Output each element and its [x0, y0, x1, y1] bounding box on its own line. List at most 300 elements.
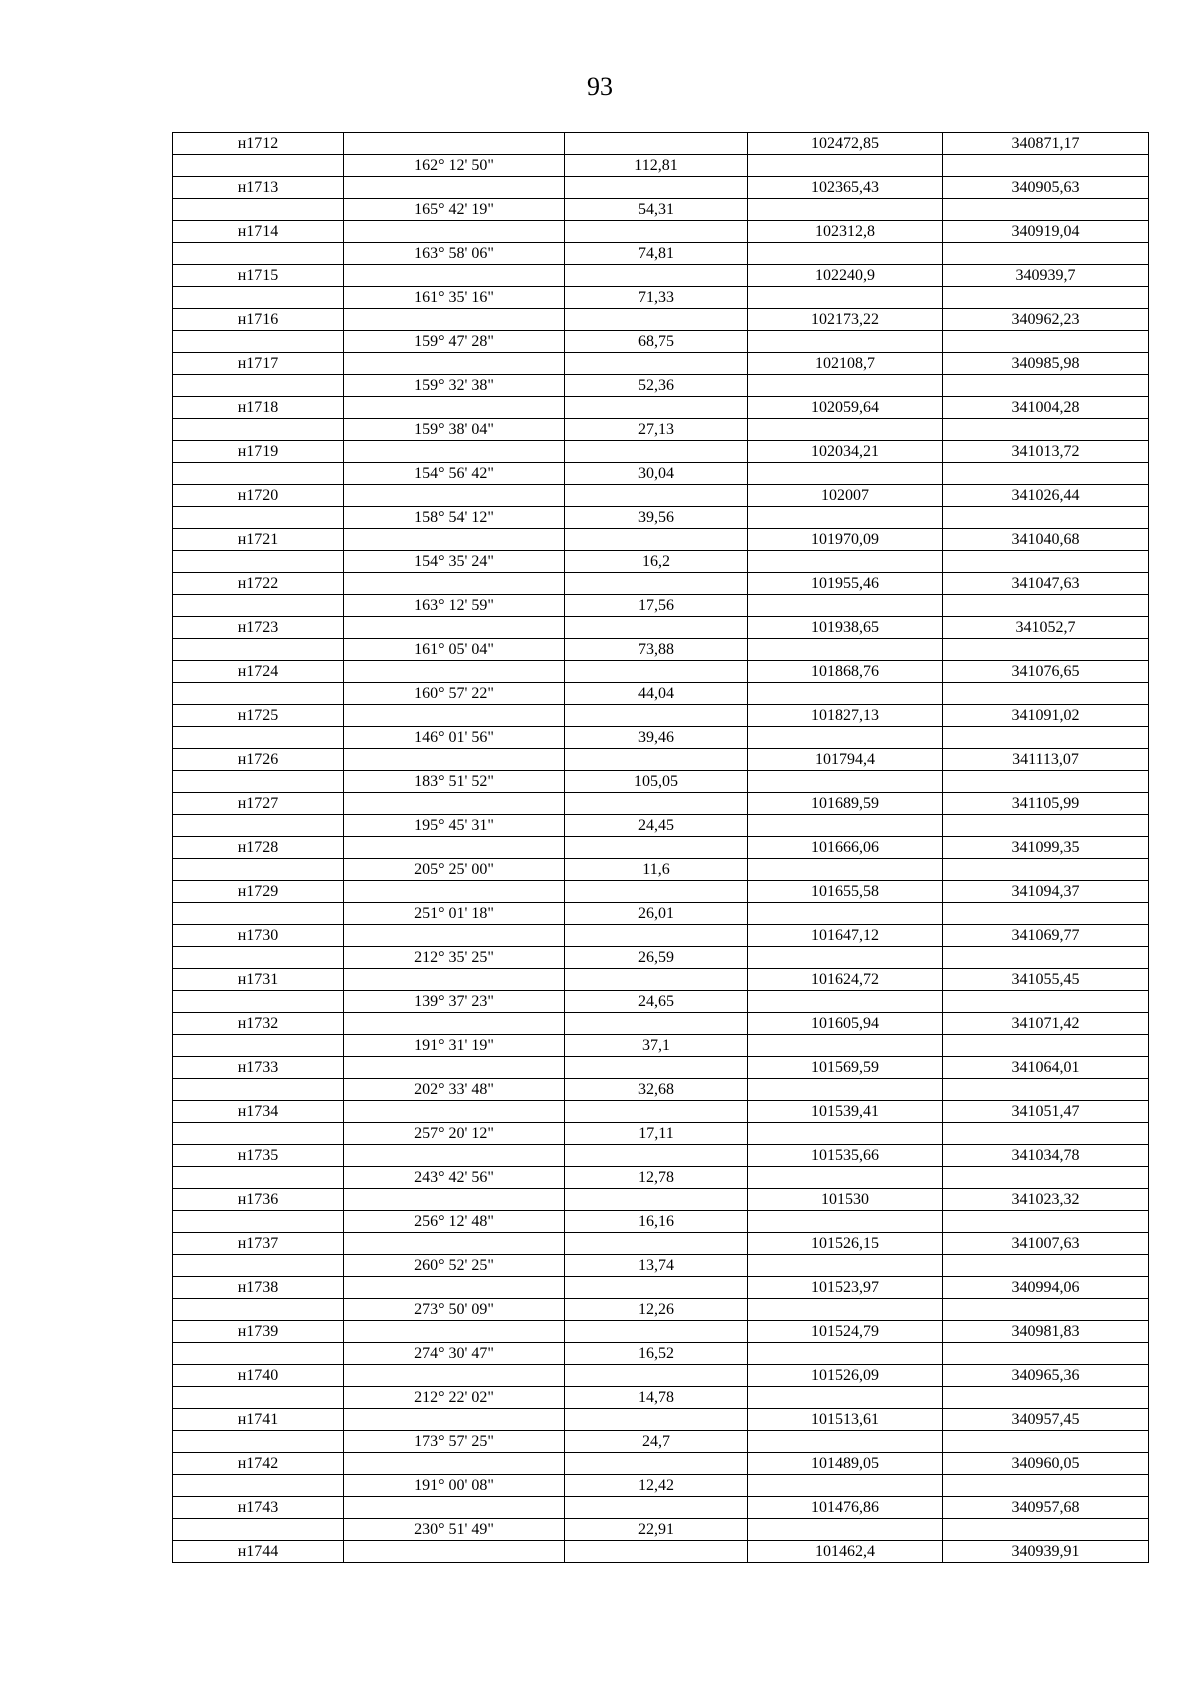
point-cell: [173, 1387, 344, 1409]
length-cell: 71,33: [565, 287, 748, 309]
point-cell: н1723: [173, 617, 344, 639]
point-cell: н1744: [173, 1541, 344, 1563]
point-cell: н1727: [173, 793, 344, 815]
length-cell: [565, 353, 748, 375]
point-cell: н1739: [173, 1321, 344, 1343]
length-cell: 24,45: [565, 815, 748, 837]
table-row: [173, 991, 1149, 1013]
y-coordinate-cell: [943, 1299, 1149, 1321]
y-coordinate-cell: [943, 947, 1149, 969]
y-coordinate-cell: [943, 155, 1149, 177]
y-coordinate-cell: [943, 859, 1149, 881]
direction-angle-cell: [344, 177, 565, 199]
point-cell: [173, 155, 344, 177]
x-coordinate-cell: [748, 1167, 943, 1189]
length-cell: [565, 1013, 748, 1035]
direction-angle-cell: 191° 00' 08": [344, 1475, 565, 1497]
x-coordinate-cell: 102312,8: [748, 221, 943, 243]
y-coordinate-cell: [943, 727, 1149, 749]
point-cell: [173, 727, 344, 749]
point-cell: [173, 903, 344, 925]
direction-angle-cell: 160° 57' 22": [344, 683, 565, 705]
direction-angle-cell: [344, 1101, 565, 1123]
direction-angle-cell: 161° 35' 16": [344, 287, 565, 309]
y-coordinate-cell: 341113,07: [943, 749, 1149, 771]
length-cell: 12,26: [565, 1299, 748, 1321]
x-coordinate-cell: 101868,76: [748, 661, 943, 683]
table-row: [173, 815, 1149, 837]
point-cell: [173, 199, 344, 221]
y-coordinate-cell: 340962,23: [943, 309, 1149, 331]
y-coordinate-cell: [943, 419, 1149, 441]
direction-angle-cell: 212° 35' 25": [344, 947, 565, 969]
x-coordinate-cell: [748, 463, 943, 485]
x-coordinate-cell: 102365,43: [748, 177, 943, 199]
y-coordinate-cell: [943, 991, 1149, 1013]
y-coordinate-cell: [943, 507, 1149, 529]
point-cell: н1719: [173, 441, 344, 463]
direction-angle-cell: [344, 265, 565, 287]
table-row: [173, 551, 1149, 573]
length-cell: [565, 617, 748, 639]
direction-angle-cell: [344, 881, 565, 903]
x-coordinate-cell: 101605,94: [748, 1013, 943, 1035]
y-coordinate-cell: [943, 1343, 1149, 1365]
y-coordinate-cell: [943, 287, 1149, 309]
direction-angle-cell: 161° 05' 04": [344, 639, 565, 661]
x-coordinate-cell: [748, 991, 943, 1013]
direction-angle-cell: [344, 1189, 565, 1211]
x-coordinate-cell: 101970,09: [748, 529, 943, 551]
table-row: [173, 1409, 1149, 1431]
direction-angle-cell: 159° 32' 38": [344, 375, 565, 397]
point-cell: [173, 683, 344, 705]
point-cell: [173, 1431, 344, 1453]
point-cell: [173, 1299, 344, 1321]
point-cell: [173, 463, 344, 485]
x-coordinate-cell: [748, 419, 943, 441]
point-cell: н1731: [173, 969, 344, 991]
table-row: [173, 573, 1149, 595]
y-coordinate-cell: 340939,91: [943, 1541, 1149, 1563]
x-coordinate-cell: 101689,59: [748, 793, 943, 815]
length-cell: [565, 573, 748, 595]
x-coordinate-cell: 102007: [748, 485, 943, 507]
direction-angle-cell: 243° 42' 56": [344, 1167, 565, 1189]
y-coordinate-cell: 340919,04: [943, 221, 1149, 243]
length-cell: [565, 1277, 748, 1299]
y-coordinate-cell: [943, 1387, 1149, 1409]
x-coordinate-cell: 101489,05: [748, 1453, 943, 1475]
x-coordinate-cell: 101526,09: [748, 1365, 943, 1387]
length-cell: [565, 1365, 748, 1387]
x-coordinate-cell: [748, 859, 943, 881]
length-cell: [565, 221, 748, 243]
table-row: [173, 1365, 1149, 1387]
table-row: [173, 595, 1149, 617]
point-cell: [173, 1343, 344, 1365]
point-cell: н1730: [173, 925, 344, 947]
table-row: [173, 859, 1149, 881]
table-row: [173, 1519, 1149, 1541]
table-row: [173, 749, 1149, 771]
x-coordinate-cell: 101513,61: [748, 1409, 943, 1431]
y-coordinate-cell: 341071,42: [943, 1013, 1149, 1035]
x-coordinate-cell: [748, 683, 943, 705]
x-coordinate-cell: [748, 155, 943, 177]
table-row: [173, 199, 1149, 221]
y-coordinate-cell: 341052,7: [943, 617, 1149, 639]
x-coordinate-cell: [748, 1123, 943, 1145]
x-coordinate-cell: [748, 551, 943, 573]
x-coordinate-cell: [748, 1035, 943, 1057]
direction-angle-cell: [344, 1497, 565, 1519]
x-coordinate-cell: 101666,06: [748, 837, 943, 859]
table-row: [173, 155, 1149, 177]
direction-angle-cell: [344, 705, 565, 727]
point-cell: н1714: [173, 221, 344, 243]
table-row: [173, 1211, 1149, 1233]
point-cell: н1733: [173, 1057, 344, 1079]
y-coordinate-cell: 340985,98: [943, 353, 1149, 375]
direction-angle-cell: 256° 12' 48": [344, 1211, 565, 1233]
y-coordinate-cell: 340965,36: [943, 1365, 1149, 1387]
length-cell: [565, 441, 748, 463]
length-cell: 11,6: [565, 859, 748, 881]
point-cell: н1735: [173, 1145, 344, 1167]
x-coordinate-cell: 101647,12: [748, 925, 943, 947]
x-coordinate-cell: 102173,22: [748, 309, 943, 331]
direction-angle-cell: [344, 793, 565, 815]
point-cell: [173, 991, 344, 1013]
length-cell: [565, 881, 748, 903]
length-cell: [565, 837, 748, 859]
x-coordinate-cell: [748, 287, 943, 309]
length-cell: [565, 177, 748, 199]
y-coordinate-cell: [943, 1167, 1149, 1189]
table-row: [173, 1057, 1149, 1079]
length-cell: 12,42: [565, 1475, 748, 1497]
y-coordinate-cell: 341099,35: [943, 837, 1149, 859]
direction-angle-cell: [344, 133, 565, 155]
table-row: [173, 947, 1149, 969]
point-cell: н1720: [173, 485, 344, 507]
table-row: [173, 969, 1149, 991]
table-row: [173, 463, 1149, 485]
y-coordinate-cell: 340957,45: [943, 1409, 1149, 1431]
y-coordinate-cell: 341076,65: [943, 661, 1149, 683]
length-cell: 14,78: [565, 1387, 748, 1409]
length-cell: 17,11: [565, 1123, 748, 1145]
length-cell: [565, 1453, 748, 1475]
point-cell: н1712: [173, 133, 344, 155]
length-cell: 74,81: [565, 243, 748, 265]
table-row: [173, 441, 1149, 463]
direction-angle-cell: [344, 661, 565, 683]
direction-angle-cell: [344, 1453, 565, 1475]
length-cell: [565, 705, 748, 727]
length-cell: [565, 969, 748, 991]
y-coordinate-cell: 341034,78: [943, 1145, 1149, 1167]
direction-angle-cell: [344, 969, 565, 991]
point-cell: [173, 1079, 344, 1101]
y-coordinate-cell: 340957,68: [943, 1497, 1149, 1519]
y-coordinate-cell: 341069,77: [943, 925, 1149, 947]
direction-angle-cell: 260° 52' 25": [344, 1255, 565, 1277]
point-cell: н1717: [173, 353, 344, 375]
direction-angle-cell: 159° 47' 28": [344, 331, 565, 353]
y-coordinate-cell: 341040,68: [943, 529, 1149, 551]
direction-angle-cell: 202° 33' 48": [344, 1079, 565, 1101]
direction-angle-cell: 173° 57' 25": [344, 1431, 565, 1453]
x-coordinate-cell: 101569,59: [748, 1057, 943, 1079]
y-coordinate-cell: 340871,17: [943, 133, 1149, 155]
direction-angle-cell: [344, 353, 565, 375]
length-cell: 73,88: [565, 639, 748, 661]
x-coordinate-cell: [748, 1343, 943, 1365]
direction-angle-cell: [344, 1233, 565, 1255]
direction-angle-cell: [344, 1013, 565, 1035]
table-row: [173, 1321, 1149, 1343]
table-row: [173, 1123, 1149, 1145]
length-cell: [565, 485, 748, 507]
length-cell: [565, 1145, 748, 1167]
length-cell: 52,36: [565, 375, 748, 397]
y-coordinate-cell: 340939,7: [943, 265, 1149, 287]
point-cell: н1721: [173, 529, 344, 551]
x-coordinate-cell: [748, 1519, 943, 1541]
length-cell: [565, 529, 748, 551]
table-row: [173, 309, 1149, 331]
y-coordinate-cell: 341091,02: [943, 705, 1149, 727]
direction-angle-cell: 251° 01' 18": [344, 903, 565, 925]
x-coordinate-cell: [748, 771, 943, 793]
y-coordinate-cell: [943, 463, 1149, 485]
table-row: [173, 705, 1149, 727]
direction-angle-cell: [344, 1409, 565, 1431]
direction-angle-cell: 230° 51' 49": [344, 1519, 565, 1541]
direction-angle-cell: [344, 1277, 565, 1299]
x-coordinate-cell: [748, 947, 943, 969]
table-row: [173, 243, 1149, 265]
direction-angle-cell: 159° 38' 04": [344, 419, 565, 441]
y-coordinate-cell: 341051,47: [943, 1101, 1149, 1123]
point-cell: н1725: [173, 705, 344, 727]
x-coordinate-cell: 101655,58: [748, 881, 943, 903]
direction-angle-cell: 191° 31' 19": [344, 1035, 565, 1057]
table-row: [173, 1145, 1149, 1167]
direction-angle-cell: [344, 397, 565, 419]
point-cell: [173, 419, 344, 441]
x-coordinate-cell: [748, 1387, 943, 1409]
table-row: [173, 727, 1149, 749]
y-coordinate-cell: [943, 1211, 1149, 1233]
length-cell: [565, 1233, 748, 1255]
x-coordinate-cell: 101476,86: [748, 1497, 943, 1519]
direction-angle-cell: 146° 01' 56": [344, 727, 565, 749]
table-row: [173, 1277, 1149, 1299]
y-coordinate-cell: [943, 1079, 1149, 1101]
point-cell: [173, 771, 344, 793]
point-cell: [173, 375, 344, 397]
point-cell: [173, 1211, 344, 1233]
length-cell: [565, 1057, 748, 1079]
point-cell: н1742: [173, 1453, 344, 1475]
direction-angle-cell: [344, 573, 565, 595]
y-coordinate-cell: [943, 595, 1149, 617]
table-row: [173, 1233, 1149, 1255]
point-cell: [173, 551, 344, 573]
length-cell: 24,7: [565, 1431, 748, 1453]
table-row: [173, 265, 1149, 287]
point-cell: н1741: [173, 1409, 344, 1431]
table-row: [173, 507, 1149, 529]
table-row: [173, 793, 1149, 815]
page-number: 93: [587, 72, 613, 101]
y-coordinate-cell: [943, 1475, 1149, 1497]
x-coordinate-cell: 101535,66: [748, 1145, 943, 1167]
x-coordinate-cell: [748, 903, 943, 925]
x-coordinate-cell: [748, 727, 943, 749]
length-cell: 16,52: [565, 1343, 748, 1365]
point-cell: [173, 947, 344, 969]
y-coordinate-cell: [943, 771, 1149, 793]
y-coordinate-cell: [943, 815, 1149, 837]
length-cell: 13,74: [565, 1255, 748, 1277]
point-cell: н1737: [173, 1233, 344, 1255]
direction-angle-cell: [344, 441, 565, 463]
point-cell: н1713: [173, 177, 344, 199]
x-coordinate-cell: [748, 331, 943, 353]
y-coordinate-cell: [943, 639, 1149, 661]
table-row: [173, 133, 1149, 155]
length-cell: [565, 1409, 748, 1431]
y-coordinate-cell: 341004,28: [943, 397, 1149, 419]
x-coordinate-cell: 102472,85: [748, 133, 943, 155]
y-coordinate-cell: 341055,45: [943, 969, 1149, 991]
direction-angle-cell: 163° 58' 06": [344, 243, 565, 265]
length-cell: 26,01: [565, 903, 748, 925]
x-coordinate-cell: 101526,15: [748, 1233, 943, 1255]
y-coordinate-cell: [943, 375, 1149, 397]
x-coordinate-cell: [748, 815, 943, 837]
length-cell: 24,65: [565, 991, 748, 1013]
table-row: [173, 397, 1149, 419]
x-coordinate-cell: [748, 199, 943, 221]
direction-angle-cell: [344, 1365, 565, 1387]
direction-angle-cell: 183° 51' 52": [344, 771, 565, 793]
point-cell: н1734: [173, 1101, 344, 1123]
table-row: [173, 1497, 1149, 1519]
table-row: [173, 1299, 1149, 1321]
y-coordinate-cell: 341026,44: [943, 485, 1149, 507]
table-row: [173, 1541, 1149, 1563]
direction-angle-cell: [344, 837, 565, 859]
direction-angle-cell: [344, 221, 565, 243]
direction-angle-cell: 212° 22' 02": [344, 1387, 565, 1409]
direction-angle-cell: 205° 25' 00": [344, 859, 565, 881]
length-cell: 12,78: [565, 1167, 748, 1189]
direction-angle-cell: [344, 749, 565, 771]
table-row: [173, 331, 1149, 353]
length-cell: [565, 925, 748, 947]
y-coordinate-cell: [943, 1431, 1149, 1453]
table-row: [173, 771, 1149, 793]
coordinates-table: [172, 132, 1149, 1563]
length-cell: [565, 133, 748, 155]
length-cell: [565, 1321, 748, 1343]
table-row: [173, 375, 1149, 397]
length-cell: 27,13: [565, 419, 748, 441]
table-row: [173, 1431, 1149, 1453]
x-coordinate-cell: [748, 1431, 943, 1453]
table-row: [173, 287, 1149, 309]
table-row: [173, 1035, 1149, 1057]
table-row: [173, 353, 1149, 375]
x-coordinate-cell: 101938,65: [748, 617, 943, 639]
x-coordinate-cell: [748, 1475, 943, 1497]
length-cell: [565, 661, 748, 683]
table-row: [173, 1013, 1149, 1035]
y-coordinate-cell: [943, 1035, 1149, 1057]
direction-angle-cell: 257° 20' 12": [344, 1123, 565, 1145]
x-coordinate-cell: 101530: [748, 1189, 943, 1211]
length-cell: 54,31: [565, 199, 748, 221]
point-cell: н1726: [173, 749, 344, 771]
y-coordinate-cell: [943, 903, 1149, 925]
table-row: [173, 1079, 1149, 1101]
point-cell: н1728: [173, 837, 344, 859]
length-cell: [565, 1101, 748, 1123]
y-coordinate-cell: [943, 1123, 1149, 1145]
x-coordinate-cell: 102059,64: [748, 397, 943, 419]
direction-angle-cell: 273° 50' 09": [344, 1299, 565, 1321]
direction-angle-cell: 195° 45' 31": [344, 815, 565, 837]
length-cell: [565, 309, 748, 331]
table-row: [173, 221, 1149, 243]
table-row: [173, 1453, 1149, 1475]
direction-angle-cell: [344, 1057, 565, 1079]
x-coordinate-cell: [748, 1255, 943, 1277]
point-cell: н1715: [173, 265, 344, 287]
point-cell: [173, 331, 344, 353]
length-cell: 16,2: [565, 551, 748, 573]
x-coordinate-cell: 101524,79: [748, 1321, 943, 1343]
y-coordinate-cell: [943, 331, 1149, 353]
table-row: [173, 837, 1149, 859]
y-coordinate-cell: 341023,32: [943, 1189, 1149, 1211]
table-row: [173, 683, 1149, 705]
x-coordinate-cell: [748, 1299, 943, 1321]
table-row: [173, 617, 1149, 639]
x-coordinate-cell: [748, 507, 943, 529]
y-coordinate-cell: [943, 243, 1149, 265]
direction-angle-cell: [344, 1541, 565, 1563]
length-cell: [565, 749, 748, 771]
table-row: [173, 639, 1149, 661]
point-cell: н1743: [173, 1497, 344, 1519]
point-cell: н1724: [173, 661, 344, 683]
point-cell: н1718: [173, 397, 344, 419]
direction-angle-cell: [344, 529, 565, 551]
x-coordinate-cell: 101955,46: [748, 573, 943, 595]
table-row: [173, 485, 1149, 507]
point-cell: н1736: [173, 1189, 344, 1211]
y-coordinate-cell: [943, 1519, 1149, 1541]
length-cell: 44,04: [565, 683, 748, 705]
point-cell: [173, 287, 344, 309]
table-row: [173, 1167, 1149, 1189]
